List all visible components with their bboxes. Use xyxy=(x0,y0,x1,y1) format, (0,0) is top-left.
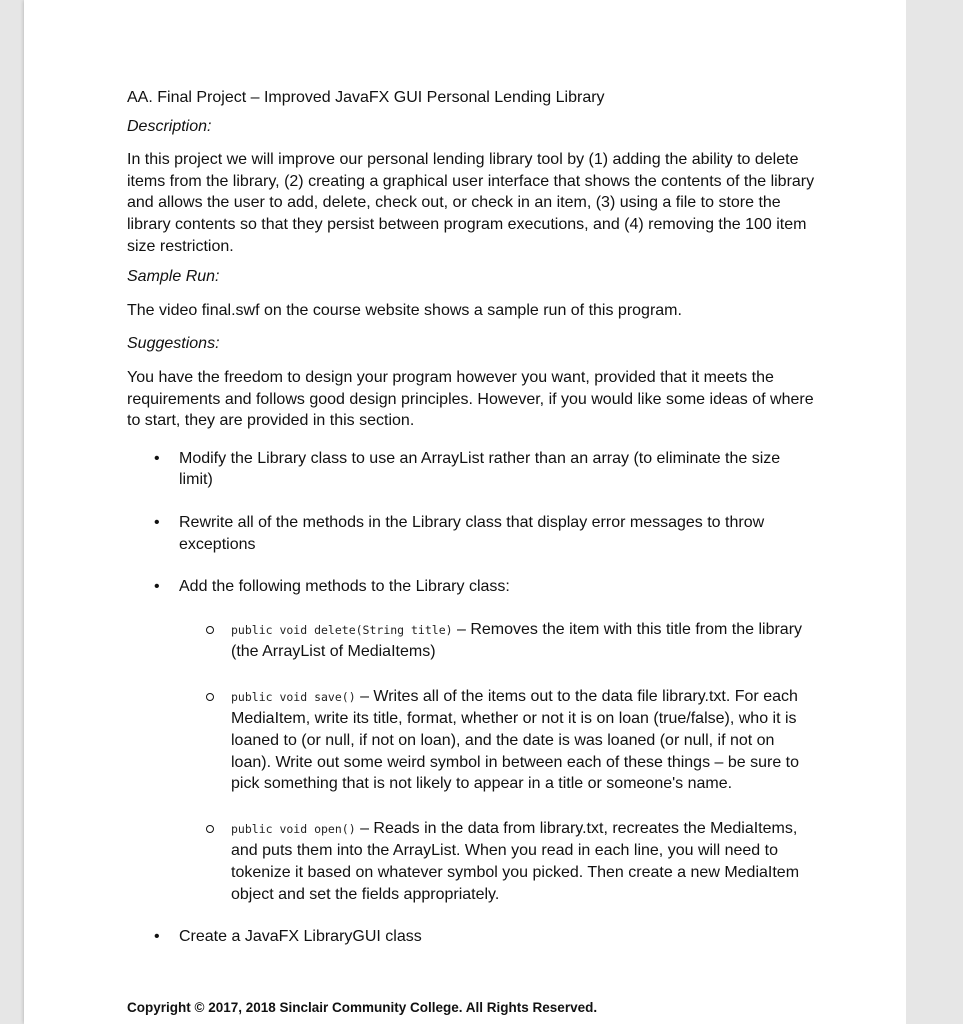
method-signature: public void save() xyxy=(231,689,356,704)
method-description: – Writes all of the items out to the data file library.txt. For each MediaItem, write its title, format, whether or not it is on loan (true/false), who it is loaned to (or null, if not on loan), and the date is was loaned (or null, if not on loan). Write out some weird symbol in between each of these things – be sure to pick something that is not likely to appear in a title or someone's name. xyxy=(231,687,800,793)
circle-bullet-icon xyxy=(206,626,214,634)
bullet-icon: • xyxy=(154,578,160,596)
copyright-footer: Copyright © 2017, 2018 Sinclair Community College. All Rights Reserved. xyxy=(127,1000,598,1015)
document-page xyxy=(24,0,906,1024)
method-item xyxy=(179,818,817,905)
list-item xyxy=(127,576,817,905)
description-heading: Description: xyxy=(127,117,212,135)
circle-bullet-icon xyxy=(206,825,214,833)
list-item xyxy=(127,512,817,555)
page-content xyxy=(127,87,817,969)
document-title: AA. Final Project – Improved JavaFX GUI Personal Lending Library xyxy=(127,89,605,106)
list-item xyxy=(127,926,817,948)
viewer-background-right xyxy=(906,0,963,1024)
suggestions-paragraph: You have the freedom to design your program however you want, provided that it meets the requirements and follows good design principles. However, if you would like some ideas of where to start, they are provided in this section. xyxy=(127,368,814,430)
method-list xyxy=(179,619,817,906)
suggestion-list xyxy=(127,448,817,948)
sample-run-heading: Sample Run: xyxy=(127,268,220,286)
list-item-text: Rewrite all of the methods in the Library class that display error messages to throw exceptions xyxy=(179,513,765,553)
method-description: – Removes the item with this title from the library (the ArrayList of MediaItems) xyxy=(231,620,803,661)
suggestions-heading: Suggestions: xyxy=(127,335,220,353)
viewer-background-left xyxy=(0,0,24,1024)
bullet-icon: • xyxy=(154,513,160,531)
bullet-icon: • xyxy=(154,928,160,946)
list-item-text: Add the following methods to the Library class: xyxy=(179,578,510,596)
list-item xyxy=(127,448,817,491)
list-item-text: Modify the Library class to use an ArrayList rather than an array (to eliminate the size limit) xyxy=(179,449,781,489)
circle-bullet-icon xyxy=(206,693,214,701)
method-signature: public void open() xyxy=(231,821,356,836)
method-description: – Reads in the data from library.txt, recreates the MediaItems, and puts them into the ArrayList. When you read in each line, you will need to tokenize it based on whatever symbol you picked. Then create a new MediaItem object and set the fields appropriately. xyxy=(231,819,800,903)
description-paragraph: In this project we will improve our personal lending library tool by (1) adding the ability to delete items from the library, (2) creating a graphical user interface that shows the contents of the library and allows the user to add, delete, check out, or check in an item, (3) using a file to store the library contents so that they persist between program executions, and (4) removing the 100 item size restriction. xyxy=(127,151,815,255)
method-item xyxy=(179,619,817,663)
sample-run-paragraph: The video final.swf on the course website shows a sample run of this program. xyxy=(127,301,682,319)
method-signature: public void delete(String title) xyxy=(231,622,453,637)
method-item xyxy=(179,686,817,795)
list-item-text: Create a JavaFX LibraryGUI class xyxy=(179,928,422,946)
bullet-icon: • xyxy=(154,449,160,467)
